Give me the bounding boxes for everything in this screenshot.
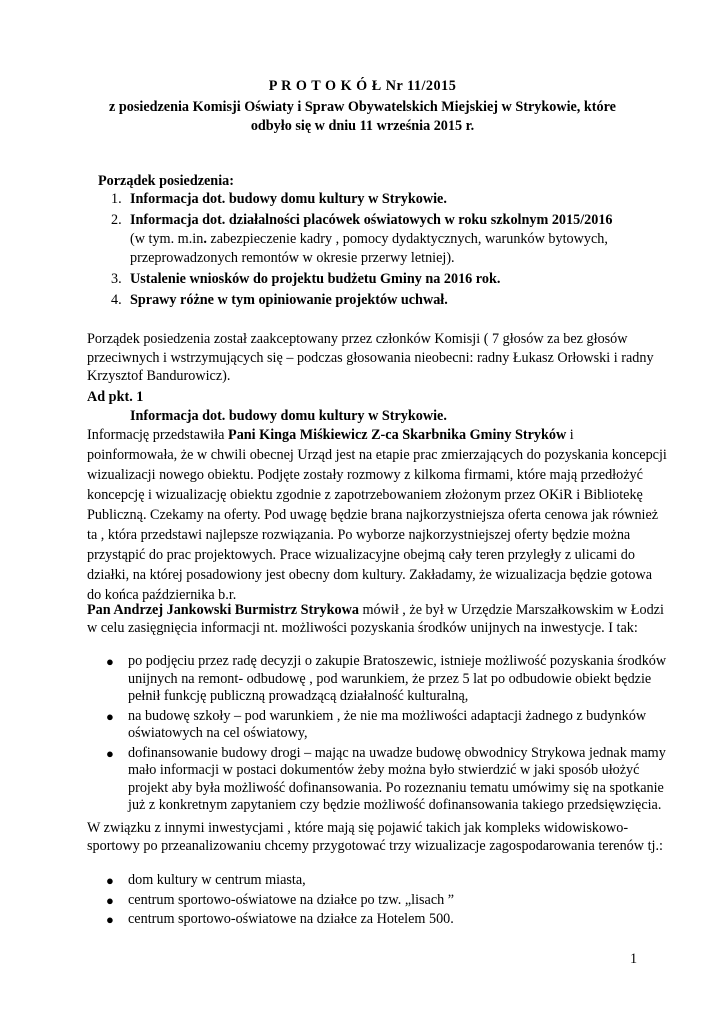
list-item: [87, 708, 667, 743]
page-number: 1: [630, 951, 638, 967]
section-label: Ad pkt. 1: [87, 389, 144, 405]
agenda-item: [111, 190, 671, 209]
agenda-item-details-prefix: (w tym. m.in: [130, 231, 204, 247]
agenda-item-text: Informacja dot. budowy domu kultury w Strykowie.: [130, 191, 447, 207]
bullet-icon: ●: [106, 873, 114, 888]
acceptance-paragraph: Porządek posiedzenia został zaakceptowany przez członków Komisji ( 7 głosów za bez głosów przeciwnych i wstrzymujących się – podczas głosowania nieobecni: radny Łukasz Orłowski i radny Krzysztof Bandurowicz).: [87, 331, 654, 384]
visualization-bullet-list: [87, 872, 667, 931]
paragraph-text: Informację przedstawiła: [87, 427, 229, 443]
agenda-title: Porządek posiedzenia:: [98, 173, 234, 189]
list-item: [87, 911, 667, 929]
agenda-item-text: Sprawy różne w tym opiniowanie projektów uchwał.: [130, 292, 448, 308]
bullet-icon: ●: [106, 708, 114, 724]
section-title: Informacja dot. budowy domu kultury w Strykowie.: [130, 408, 447, 424]
agenda-item-text: Informacja dot. działalności placówek oświatowych w roku szkolnym 2015/2016: [130, 212, 613, 228]
document-subtitle-line1: z posiedzenia Komisji Oświaty i Spraw Obywatelskich Miejskiej w Strykowie, które: [109, 99, 616, 115]
bullet-icon: ●: [106, 654, 114, 669]
agenda-item-details-text: zabezpieczenie kadry , pomocy dydaktycznych, warunków bytowych, przeprowadzonych remontów w okresie przerwy letniej).: [130, 231, 608, 266]
section-paragraph-1: [87, 425, 667, 605]
list-item-text: centrum sportowo-oświatowe na działce za Hotelem 500.: [128, 911, 454, 927]
funding-bullet-list: [87, 653, 667, 817]
list-item-text: dom kultury w centrum miasta,: [128, 872, 306, 888]
bullet-icon: ●: [106, 892, 114, 908]
speaker-name: Pan Andrzej Jankowski Burmistrz Strykowa: [87, 602, 359, 618]
agenda-item: [111, 270, 671, 289]
list-item-text: dofinansowanie budowy drogi – mając na uwadze budowę obwodnicy Strykowa jednak mamy mało informacji w postaci dokumentów żeby można było stwierdzić w jaki sposób ułożyć projekt aby była możliwość dofinansowania. Po rozeznaniu tematu umówimy się na spotkanie już z konkretnym zapytaniem czy będzie możliwość dofinansowania takiego przedsięwzięcia.: [128, 744, 666, 813]
agenda-list: [111, 190, 671, 312]
list-item: [87, 892, 667, 910]
section-paragraph-3: W związku z innymi inwestycjami , które mają się pojawić takich jak kompleks widowiskowo- sportowy po przeanalizowaniu chcemy przygotować trzy wizualizacje zagospodarowania terenów tj.:: [87, 820, 663, 854]
agenda-item-number: 3.: [111, 271, 122, 287]
list-item-text: na budowę szkoły – pod warunkiem , że nie ma możliwości adaptacji żadnego z budynków oświatowych na cel oświatowy,: [128, 707, 647, 741]
agenda-item-details-dot: .: [203, 231, 211, 247]
agenda-item-number: 2.: [111, 212, 122, 228]
agenda-item-number: 1.: [111, 191, 122, 207]
agenda-item-text: Ustalenie wniosków do projektu budżetu Gminy na 2016 rok.: [130, 271, 501, 287]
list-item-text: centrum sportowo-oświatowe na działce po tzw. „lisach ”: [128, 891, 455, 908]
document-title: P R O T O K Ó Ł Nr 11/2015: [268, 78, 457, 94]
agenda-item-number: 4.: [111, 292, 122, 308]
speaker-name: Pani Kinga Miśkiewicz Z-ca Skarbnika Gminy Stryków: [228, 427, 567, 443]
paragraph-text: i poinformowała, że w chwili obecnej Urząd jest na etapie prac zmierzających do pozyskania koncepcji wizualizacji nowego obiektu. Podjęte zostały rozmowy z kilkoma firmami, które mają przedłożyć koncepcję i wizualizację obiektu zgodnie z zapotrzebowaniem złożonym przez OKiR i Bibliotekę Publiczną. Czekamy na oferty. Pod uwagę będzie brana najkorzystniejsza oferta cenowa jak również ta , która przedstawi najlepsze rozwiązania. Po wyborze najkorzystniejszej oferty będzie można przystąpić do prac projektowych. Prace wizualizacyjne obejmą cały teren przyległy z ulicami do działki, na której posadowiony jest obecny dom kultury. Zakładamy, że wizualizacja będzie gotowa do końca października b.r.: [87, 427, 667, 603]
agenda-item: [111, 291, 671, 310]
paragraph-text: mówił , że był w Urzędzie Marszałkowskim w Łodzi w celu zasięgnięcia informacji nt. możliwości pozyskania środków unijnych na inwestycje. I tak:: [87, 602, 664, 636]
document-subtitle-line2: odbyło się w dniu 11 września 2015 r.: [250, 118, 475, 134]
bullet-icon: ●: [106, 745, 114, 761]
bullet-icon: ●: [106, 912, 114, 927]
list-item-text: po podjęciu przez radę decyzji o zakupie Bratoszewic, istnieje możliwość pozyskania środków unijnych na remont- odbudowę , pod warunkiem, że przez 5 lat po odbudowie obiekt będzie pełnił funkcję publiczną prowadzącą działalność kulturalną,: [128, 653, 667, 704]
section-paragraph-2: [87, 602, 667, 637]
list-item: [87, 745, 667, 815]
list-item: [87, 872, 667, 890]
agenda-item-details: [130, 230, 671, 268]
list-item: [87, 653, 667, 706]
agenda-item: [111, 211, 671, 268]
